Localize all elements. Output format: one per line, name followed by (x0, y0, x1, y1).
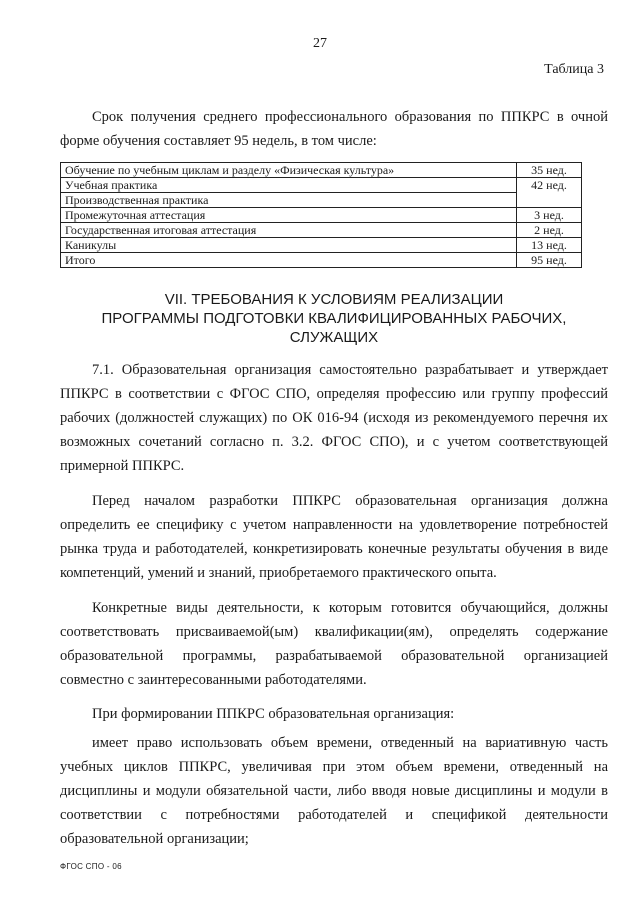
row-label: Государственная итоговая аттестация (61, 223, 517, 238)
row-label: Учебная практика (61, 178, 517, 193)
table-row (61, 193, 582, 208)
row-label: Каникулы (61, 238, 517, 253)
paragraph-7-1: 7.1. Образовательная организация самостоятельно разрабатывает и утверждает ППКРС в соответствии с ФГОС СПО, определяя профессию или группу профессий рабочих (должностей служащих) по ОК 016-94 (исходя из рекомендуемого перечня их возможных сочетаний согласно п. 3.2. ФГОС СПО), и с учетом соответствующей примерной ППКРС. (60, 362, 608, 474)
section-heading-line: VII. ТРЕБОВАНИЯ К УСЛОВИЯМ РЕАЛИЗАЦИИ (164, 291, 504, 308)
section-heading-line: СЛУЖАЩИХ (289, 329, 379, 346)
row-weeks: 2 нед. (517, 223, 582, 238)
paragraph: Конкретные виды деятельности, к которым готовится обучающийся, должны соответствовать присваиваемой(ым) квалификации(ям), определять содержание образовательной программы, разрабатываемой образовательной организацией совместно с заинтересованными работодателями. (60, 600, 608, 688)
row-weeks: 95 нед. (517, 253, 582, 268)
row-label: Обучение по учебным циклам и разделу «Физическая культура» (61, 163, 517, 178)
table-row (61, 208, 582, 223)
row-label: Производственная практика (61, 193, 517, 208)
section-heading-line: ПРОГРАММЫ ПОДГОТОВКИ КВАЛИФИЦИРОВАННЫХ РАБОЧИХ, (101, 310, 567, 327)
table-row (61, 178, 582, 193)
row-weeks: 42 нед. (517, 178, 582, 208)
table-row (61, 253, 582, 268)
page-number: 27 (313, 36, 327, 51)
paragraph: Перед началом разработки ППКРС образовательная организация должна определить ее специфику с учетом направленности на удовлетворение потребностей рынка труда и работодателей, конкретизировать конечные результаты обучения в виде компетенций, умений и знаний, приобретаемого практического опыта. (60, 493, 608, 581)
paragraph: При формировании ППКРС образовательная организация: (92, 706, 455, 722)
table-row (61, 163, 582, 178)
table-label: Таблица 3 (544, 62, 604, 77)
intro-paragraph: Срок получения среднего профессионального образования по ППКРС в очной форме обучения составляет 95 недель, в том числе: (60, 109, 608, 149)
section-heading (60, 290, 608, 347)
row-weeks: 13 нед. (517, 238, 582, 253)
footer-code: ФГОС СПО - 06 (60, 862, 122, 871)
row-label: Итого (61, 253, 517, 268)
study-duration-table (60, 162, 582, 268)
table-row (61, 223, 582, 238)
table-row (61, 238, 582, 253)
row-weeks: 35 нед. (517, 163, 582, 178)
row-label: Промежуточная аттестация (61, 208, 517, 223)
row-weeks: 3 нед. (517, 208, 582, 223)
paragraph: имеет право использовать объем времени, отведенный на вариативную часть учебных циклов ППКРС, увеличивая при этом объем времени, отведенный на дисциплины и модули обязательной части, либо вводя новые дисциплины и модули в соответствии с потребностями работодателей и спецификой деятельности образовательной организации; (60, 735, 608, 847)
